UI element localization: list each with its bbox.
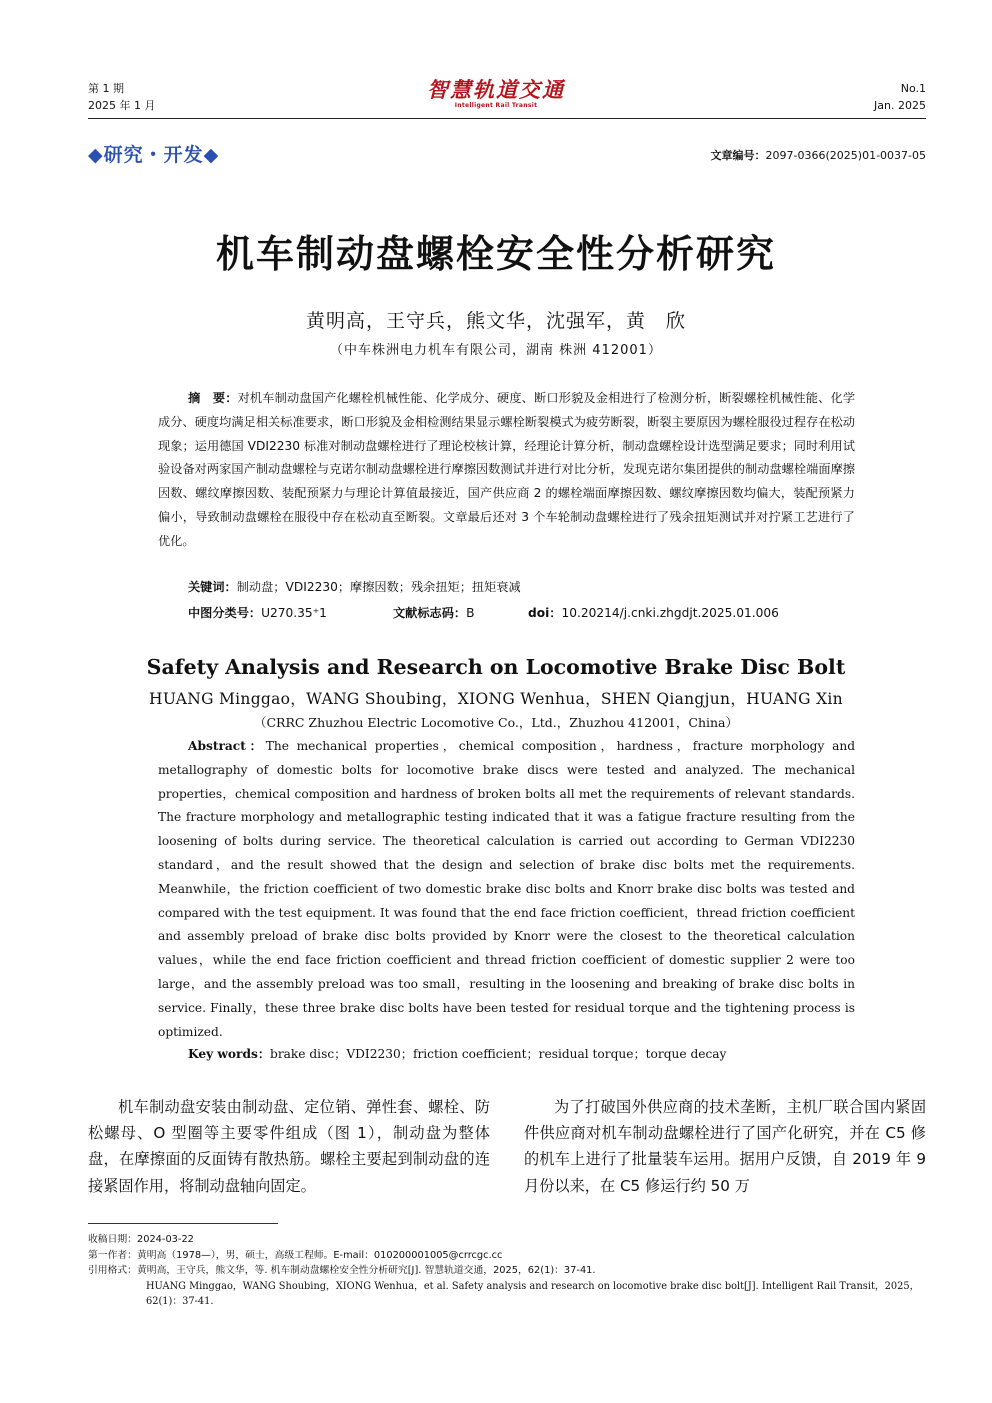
clc-item xyxy=(188,604,393,621)
abstract-cn-label: 摘 要： xyxy=(188,391,238,405)
authors-cn: 黄明高，王守兵，熊文华，沈强军，黄 欣 xyxy=(305,310,686,332)
keywords-cn-text: 制动盘；VDI2230；摩擦因数；残余扭矩；扭矩衰减 xyxy=(236,580,521,594)
keywords-en xyxy=(188,1045,726,1062)
title-en: Safety Analysis and Research on Locomotive Brake Disc Bolt xyxy=(146,655,846,679)
abstract-en xyxy=(158,735,855,1044)
keywords-en-label: Key words： xyxy=(188,1047,271,1061)
body-left-column: 机车制动盘安装由制动盘、定位销、弹性套、螺栓、防松螺母、O 型圈等主要零件组成（图 1），制动盘为整体盘，在摩擦面的反面铸有散热筋。螺栓主要起到制动盘的连接紧固作用，将制动盘轴向固定。 xyxy=(88,1098,490,1195)
doc-code-item xyxy=(393,604,528,621)
date-en: Jan. 2025 xyxy=(874,99,926,112)
authors-en: HUANG Minggao，WANG Shoubing，XIONG Wenhua，SHEN Qiangjun，HUANG Xin xyxy=(149,690,843,708)
footnote-citation-en: HUANG Minggao，WANG Shoubing，XIONG Wenhua，et al. Safety analysis and research on locomotive brake disc bolt[J]. Intelligent Rail Transit，2025，62(1)：37-41. xyxy=(146,1280,920,1308)
article-number-value: 2097-0366(2025)01-0037-05 xyxy=(765,149,926,162)
doc-code-label: 文献标志码： xyxy=(393,606,467,620)
keywords-cn xyxy=(188,578,521,595)
doi-value: 10.20214/j.cnki.zhgdjt.2025.01.006 xyxy=(561,606,779,620)
clc-value: U270.35⁺1 xyxy=(261,606,327,620)
classification-line xyxy=(188,604,868,621)
abstract-en-label: Abstract： xyxy=(188,739,266,753)
footnotes xyxy=(88,1232,926,1310)
header-rule xyxy=(88,118,926,119)
doi-item xyxy=(528,604,779,621)
journal-logo xyxy=(0,74,992,109)
body-right-column: 为了打破国外供应商的技术垄断，主机厂联合国内紧固件供应商对机车制动盘螺栓进行了国产化研究，并在 C5 修的机车上进行了批量装车运用。据用户反馈，自 2019 年 9 月份以来，在 C5 修运行约 50 万 xyxy=(524,1098,926,1195)
section-label: ◆研究・开发◆ xyxy=(88,144,220,166)
journal-name-cn: 智慧轨道交通 xyxy=(427,77,565,102)
abstract-en-text: The mechanical properties，chemical composition，hardness，fracture morphology and metallography of domestic bolts for locomotive brake discs were tested and analyzed. The mechanical properties，chemical composition and hardness of broken bolts all met the requirements of relevant standards. The fracture morphology and metallographic testing indicated that it was a fatigue fracture resulting from the loosening of bolts during service. The theoretical calculation is carried out according to German VDI2230 standard，and the result showed that the design and selection of brake disc bolts met the requirements. Meanwhile，the friction coefficient of two domestic brake disc bolts and Knorr brake disc bolts was tested and compared with the test equipment. It was found that the end face friction coefficient，thread friction coefficient and assembly preload of brake disc bolts provided by Knorr were the closest to the theoretical calculation values，while the end face friction coefficient and thread friction coefficient of domestic supplier 2 were too large，and the assembly preload was too small，resulting in the loosening and breaking of brake disc bolts in service. Finally，these three brake disc bolts have been tested for residual torque and the tightening process is optimized. xyxy=(158,739,855,1039)
keywords-en-text: brake disc；VDI2230；friction coefficient；residual torque；torque decay xyxy=(270,1047,727,1061)
footnote-rule xyxy=(88,1223,278,1224)
affiliation-en: （CRRC Zhuzhou Electric Locomotive Co.，Ltd.，Zhuzhou 412001，China） xyxy=(253,715,739,730)
date-cn: 2025 年 1 月 xyxy=(88,99,156,112)
footnote-first-author: 第一作者：黄明高（1978—），男，硕士，高级工程师。E-mail：010200001005@crrcgc.cc xyxy=(88,1249,503,1261)
issue-cn: 第 1 期 xyxy=(88,82,124,95)
abstract-cn-text: 对机车制动盘国产化螺栓机械性能、化学成分、硬度、断口形貌及金相进行了检测分析，断裂螺栓机械性能、化学成分、硬度均满足相关标准要求，断口形貌及金相检测结果显示螺栓断裂模式为疲劳断裂，断裂主要原因为螺栓服役过程存在松动现象；运用德国 VDI2230 标准对制动盘螺栓进行了理论校核计算，经理论计算分析，制动盘螺栓设计选型满足要求；同时利用试验设备对两家国产制动盘螺栓与克诺尔制动盘螺栓进行摩擦因数测试并进行对比分析，发现克诺尔集团提供的制动盘螺栓端面摩擦因数、螺纹摩擦因数、装配预紧力与理论计算值最接近，国产供应商 2 的螺栓端面摩擦因数、螺纹摩擦因数均偏大，装配预紧力偏小，导致制动盘螺栓在服役中存在松动直至断裂。文章最后还对 3 个车轮制动盘螺栓进行了残余扭矩测试并对拧紧工艺进行了优化。 xyxy=(158,391,856,548)
clc-label: 中图分类号： xyxy=(188,606,262,620)
article-number-label: 文章编号： xyxy=(710,149,766,162)
header-right xyxy=(874,80,926,114)
doc-code-value: B xyxy=(466,606,475,620)
journal-name-en: Intelligent Rail Transit xyxy=(454,102,538,109)
abstract-cn xyxy=(158,387,855,554)
footnote-citation-cn: 引用格式：黄明高，王守兵，熊文华，等. 机车制动盘螺栓安全性分析研究[J]. 智慧轨道交通，2025，62(1)：37-41. xyxy=(88,1265,596,1277)
issue-en: No.1 xyxy=(900,82,926,95)
article-number xyxy=(711,147,926,163)
doi-label: doi： xyxy=(528,606,562,620)
footnote-received: 收稿日期：2024-03-22 xyxy=(88,1234,194,1245)
keywords-cn-label: 关键词： xyxy=(188,580,237,594)
title-cn: 机车制动盘螺栓安全性分析研究 xyxy=(215,232,776,276)
affiliation-cn: （中车株洲电力机车有限公司，湖南 株洲 412001） xyxy=(330,343,662,358)
